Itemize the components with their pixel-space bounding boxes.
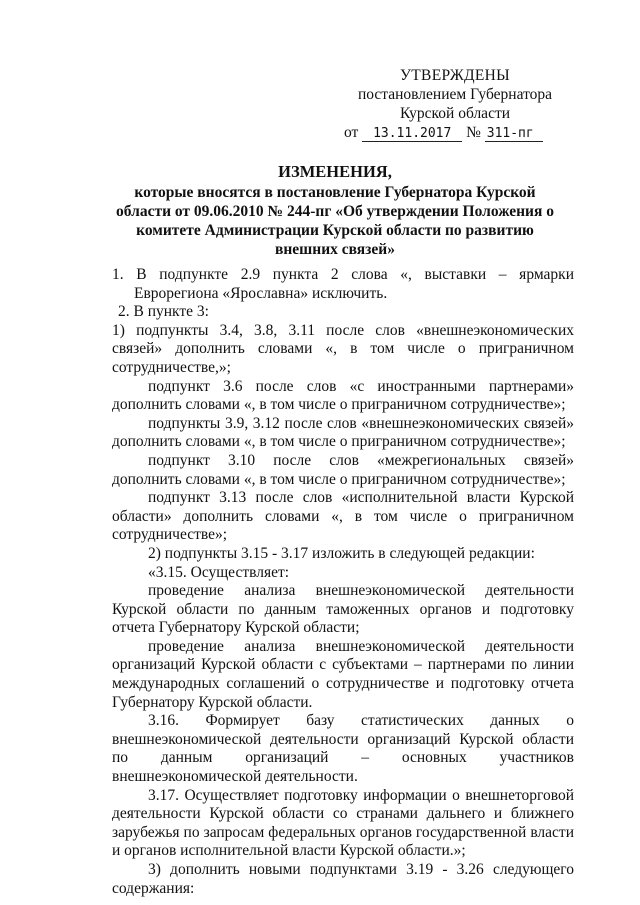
paragraph-4: подпункт 3.6 после слов «с иностранными партнерами» дополнить словами «, в том числе о приграничном сотрудничестве»; — [112, 377, 574, 414]
paragraph-3: 1) подпункты 3.4, 3.8, 3.11 после слов «внешнеэкономических связей» дополнить словами «, в том числе о приграничном сотрудничестве,»; — [112, 321, 574, 376]
paragraph-2: 2. В пункте 3: — [118, 303, 209, 321]
paragraph-1: 1. В подпункте 2.9 пункта 2 слова «, выставки – ярмарки Еврорегиона «Ярославна» исключить. — [112, 266, 574, 302]
approval-number-label: № — [466, 124, 481, 141]
paragraph-8: 2) подпункты 3.15 - 3.17 изложить в следующей редакции: — [148, 544, 535, 562]
paragraph-5: подпункты 3.9, 3.12 после слов «внешнеэкономических связей» дополнить словами «, в том числе о приграничном сотрудничестве»; — [112, 414, 574, 451]
approval-number: 311-пг — [485, 127, 543, 142]
approval-date: 13.11.2017 — [362, 127, 462, 142]
approval-by: постановлением Губернатора — [357, 86, 553, 103]
document-heading — [110, 162, 560, 259]
approval-region: Курской области — [399, 105, 511, 122]
document-subtitle: которые вносятся в постановление Губернатора Курской области от 09.06.2010 № 244-пг «Об утверждении Положения о комитете Администрации Курской области по развитию внешних связей» — [116, 184, 554, 258]
paragraph-7: подпункт 3.13 после слов «исполнительной власти Курской области» дополнить словами «, в том числе о приграничном сотрудничестве»; — [112, 489, 574, 544]
paragraph-9: «3.15. Осуществляет: — [148, 563, 290, 581]
approval-date-line — [344, 123, 570, 142]
document-body — [112, 266, 574, 898]
paragraph-12: 3.16. Формирует базу статистических данных о внешнеэкономической деятельности организаций Курской области по данным организаций – основных участников внешнеэкономической деятельности. — [112, 712, 574, 786]
document-title: ИЗМЕНЕНИЯ, — [278, 162, 392, 181]
paragraph-11: проведение анализа внешнеэкономической деятельности организаций Курской области с субъектами – партнерами по линии международных соглашений о сотрудничестве и подготовку отчета Губернатору Курской области. — [112, 637, 574, 711]
paragraph-14: 3) дополнить новыми подпунктами 3.19 - 3.26 следующего содержания: — [112, 861, 574, 897]
paragraph-13: 3.17. Осуществляет подготовку информации о внешнеторговой деятельности Курской области со странами дальнего и ближнего зарубежья по запросам федеральных органов государственной власти и органов исполнительной власти Курской области.»; — [112, 786, 574, 860]
approval-from-label: от — [344, 124, 359, 141]
paragraph-6: подпункт 3.10 после слов «межрегиональных связей» дополнить словами «, в том числе о приграничном сотрудничестве»; — [112, 451, 574, 488]
approval-title: УТВЕРЖДЕНЫ — [400, 67, 510, 84]
approval-stamp — [340, 66, 570, 142]
paragraph-10: проведение анализа внешнеэкономической деятельности Курской области по данным таможенных органов и подготовку отчета Губернатору Курской области; — [112, 582, 574, 637]
